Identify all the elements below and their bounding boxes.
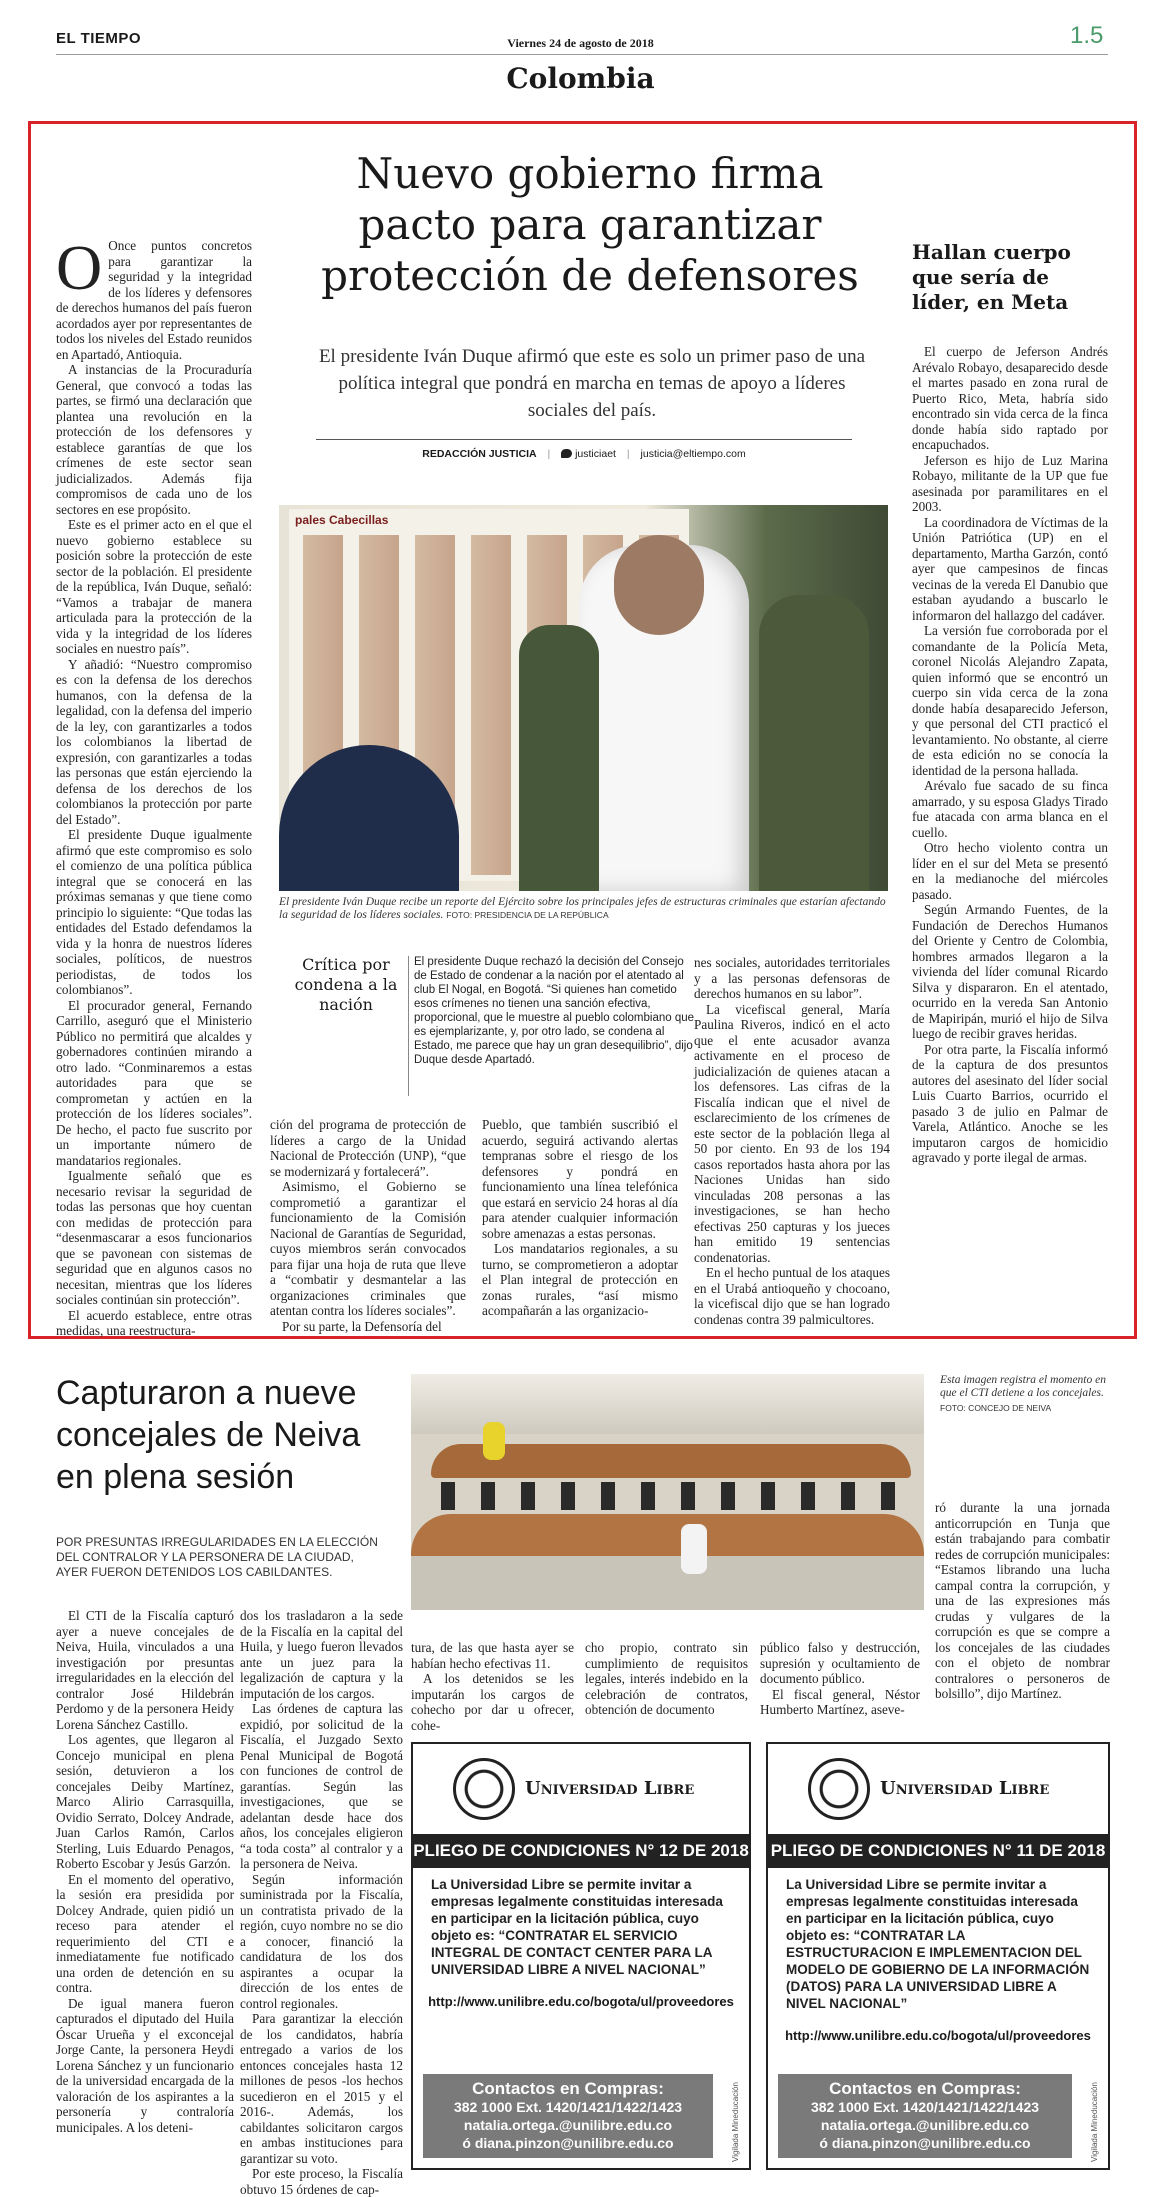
neiva-column-3: tura, de las que hasta ayer se habían hecho efectivas 11. A los detenidos se les imputarán los cargos de cohecho por dar u ofrecer, cohe- (411, 1640, 574, 1733)
main-story-column-1: O Once puntos concretos para garantizar la seguridad y la integridad de los líderes y defensores de derechos humanos del país fueron acordados ayer por representantes de todos los niveles del Estado reunidos en Apartadó, Antioquia. A instancias de la Procuraduría General, que convocó a todas las partes, se firmó una declaración que plantea una revolución en la protección de los defensores y establece garantías de que los crímenes de este sector sean judicializados. Además fija compromisos de cada uno de los sectores en ese propósito. Este es el primer acto en el que el nuevo gobierno establece su posición sobre la protección de este sector de la población. El presidente de la república, Iván Duque, señaló: “Vamos a trabajar de manera articulada para la protección de la vida y la integridad de los líderes sociales en nuestro país”. Y añadió: “Nuestro compromiso es con la defensa de los derechos humanos, con la defensa de la legalidad, con la defensa del imperio de la ley, con garantizarles a todos los colombianos la libertad de expresión, con garantizarles a todas las personas que están ejerciendo la defensa de los derechos de los colombianos la protección por parte del Estado”. El presidente Duque igualmente afirmó que este compromiso es solo el comienzo de una política pública integral que se conocerá en las próximas semanas y que tiene como principio lo siguiente: “Que todas las entidades del Estado defendamos la vida y la honra de nuestros líderes sociales, políticos, de nuestros periodistas, de todos los colombianos”. El procurador general, Fernando Carrillo, aseguró que el Ministerio Público no permitirá que alcaldes y gobernadores continúen mirando a otro lado. “Conminaremos a estas autoridades para que se comprometan y actúen en la protección de los líderes sociales”. De hecho, el pacto fue suscrito por un importante número de mandatarios regionales. Igualmente señaló que es necesario revisar la seguridad de todas las personas que hoy cuentan con medidas de protección para “desenmascarar a esos funcionarios que se pavonean con sistemas de seguridad que en algunos casos no necesitan, mientras que los líderes sociales continúan sin protección”. El acuerdo establece, entre otras medidas, una reestructura- (56, 232, 252, 1338)
main-deck: El presidente Iván Duque afirmó que este es solo un primer paso de una política integral que pondrá en marcha en temas de apoyo a líderes sociales del país. (318, 346, 866, 421)
neiva-column-5: público falso y destrucción, supresión y ocultamiento de documento público. El fiscal general, Néstor Humberto Martínez, aseve- (760, 1640, 920, 1717)
byline: REDACCIÓN JUSTICIA | justiciaet | justicia@eltiempo.com (422, 448, 746, 460)
council-floor (411, 1556, 924, 1610)
person-white (681, 1524, 707, 1574)
side-headline: Hallan cuerpo que sería de líder, en Meta (912, 240, 1071, 314)
ad-universidad-libre-12 (411, 1742, 751, 2170)
soldier-left (519, 625, 599, 891)
photo-credit: FOTO: PRESIDENCIA DE LA REPÚBLICA (446, 910, 609, 920)
ad-email-2[interactable]: ó diana.pinzon@unilibre.edu.co (819, 2135, 1031, 2151)
ad-contact-title: Contactos en Compras: (829, 2079, 1021, 2098)
neiva-photo-credit: FOTO: CONCEJO DE NEIVA (940, 1403, 1052, 1413)
main-headline: Nuevo gobierno firma pacto para garantizar protección de defensores (321, 149, 859, 300)
section-title: Colombia (506, 62, 655, 95)
board-title: pales Cabecillas (295, 513, 389, 527)
main-story-column-3: Pueblo, que también suscribió el acuerdo, seguirá activando alertas tempranas sobre el riesgo de los defensores y pondrá en funcionamiento una línea telefónica que estará en servicio 24 horas al día para atender cualquier información sobre amenazas a estas personas. Los mandatarios regionales, a su turno, se comprometieron a adoptar el Plan integral de protección en zonas rurales, “así mismo acompañarán a las organizacio- (482, 1117, 678, 1318)
ad-title: PLIEGO DE CONDICIONES N° 12 DE 2018 (413, 1834, 749, 1868)
neiva-column-6: ró durante la una jornada anticorrupción en Tunja que están trabajando para combatir redes de corrupción municipales: “Estamos librando una lucha campal contra la corrupción, y una de las expresiones más crudas y vulgares de la corrupción es que se compre a los concejales de las ciudades con el objeto de nombrar contralores o personeros de bolsillo”, dijo Martínez. (935, 1500, 1110, 1701)
council-chairs (441, 1482, 901, 1510)
university-seal-icon (808, 1758, 870, 1820)
pullquote-label: Crítica por condena a la nación (294, 955, 398, 1014)
ad-email-1[interactable]: natalia.ortega.@unilibre.edu.co (463, 2117, 673, 2133)
paper-name: EL TIEMPO (56, 30, 142, 47)
ad-vertical-note: Vigilada Mineducación (1090, 2082, 1099, 2162)
university-seal-icon (453, 1758, 515, 1820)
neiva-photo (411, 1374, 924, 1610)
neiva-column-4: cho propio, contrato sin cumplimiento de requisitos legales, interés indebido en la celebración de contratos, obtención de documento (585, 1640, 748, 1717)
byline-email[interactable]: justicia@eltiempo.com (640, 448, 746, 460)
ad-body: La Universidad Libre se permite invitar a empresas legalmente constituidas interesada en participar en la licitación pública, cuyo objeto es: “CONTRATAR EL SERVICIO INTEGRAL DE CONTACT CENTER PARA LA UNIVERSIDAD LIBRE A NIVEL NACIONAL” (431, 1877, 723, 1977)
neiva-column-2: dos los trasladaron a la sede de la Fiscalía en la capital del Huila, y luego fueron llevados ante un juez para la legalización de captura y la imputación de los cargos. Las órdenes de captura las expidió, por solicitud de la Fiscalía, el Juzgado Sexto Penal Municipal de Bogotá con funciones de control de garantías. Según las investigaciones, que se adelantan desde hace dos años, los concejales eligieron “a toda costa” al contralor y a la personera de Neiva. Según información suministrada por la Fiscalía, un contratista privado de la región, cuyo nombre no se dio a conocer, financió la candidatura de los dos aspirantes a ocupar la dirección de los entes de control regionales. Para garantizar la elección de los candidatos, habría entregado a varios de los entonces concejales hasta 12 millones de pesos -los hechos sucedieron en el 2015 y el 2016-. Además, los cabildantes solicitaron cargos en ambas instituciones para garantizar su voto. Por este proceso, la Fiscalía obtuvo 15 órdenes de cap- (240, 1608, 403, 2197)
neiva-headline: Capturaron a nueve concejales de Neiva en plena sesión (56, 1374, 361, 1496)
main-story-column-2: ción del programa de protección de líderes a cargo de la Unidad Nacional de Protección (UNP), “que se modernizará y fortalecerá”. Asimismo, el Gobierno se comprometió a garantizar el funcionamiento de la Comisión Nacional de Garantías de Seguridad, cuyos miembros serán convocados para fijar una hoja de ruta que lleve a “combatir y desmantelar a las organizaciones criminales que atentan contra los líderes sociales”. Por su parte, la Defensoría del (270, 1117, 466, 1334)
ad-contact-box (778, 2074, 1072, 2158)
page-date: Viernes 24 de agosto de 2018 (507, 36, 654, 50)
ad-contact-box (423, 2074, 713, 2158)
ad-email-2[interactable]: ó diana.pinzon@unilibre.edu.co (462, 2135, 674, 2151)
main-photo (279, 505, 888, 891)
side-story-body: El cuerpo de Jeferson Andrés Arévalo Robayo, desaparecido desde el martes pasado en zona rural de Puerto Rico, Meta, habría sido encontrado sin vida cerca de la finca donde había sido raptado por encapuchados. Jeferson es hijo de Luz Marina Robayo, militante de la UP que fue asesinada por paramilitares en el 2003. La coordinadora de Víctimas de la Unión Patriótica (UP) en el departamento, Martha Garzón, contó ayer que campesinos de fincas vecinas de la vereda El Danubio que estaban ayudando a buscarlo le informaron del hallazgo del cadáver. La versión fue corroborada por el comandante de la Policía Meta, coronel Nicolás Alejandro Zapata, quien informó que se encontró un cuerpo sin vida cerca de la zona donde había desaparecido Jeferson, y que personal del CTI practicó el levantamiento. No obstante, al cierre de esta edición no se conocía la identidad de la persona hallada. Arévalo fue sacado de su finca amarrado, y su esposa Gladys Tirado fue atacada con arma blanca en el cuello. Otro hecho violento contra un líder en el sur del Meta se presentó en la medianoche del miércoles pasado. Según Armando Fuentes, de la Fundación de Derechos Humanos del Oriente y Centro de Colombia, hombres armados llegaron a la vivienda del líder comunal Ricardo Silva y dispararon. En el atentado, ocurrido en la vereda San Antonio de Mapiripán, murió el hijo de Silva luego de recibir graves heridas. Por otra parte, la Fiscalía informó de la captura de dos presuntos autores del asesinato del líder social Luis Cuarto Barrios, ocurrido el pasado 3 de julio en Palmar de Varela, Atlántico. Anoche se les imputaron cargos de homicidio agravado y porte ilegal de armas. (912, 344, 1108, 1165)
neiva-photo-caption: Esta imagen registra el momento en que el CTI detiene a los concejales. FOTO: CONCEJO DE NEIVA (940, 1374, 1110, 1415)
ad-url[interactable]: http://www.unilibre.edu.co/bogota/ul/proveedores (428, 1994, 734, 2009)
pullquote-text: El presidente Duque rechazó la decisión del Consejo de Estado de condenar a la nación por el atentado al club El Nogal, en Bogotá. “Si quienes han cometido esos crímenes no tienen una sanción efectiva, proporcional, que le muestre al pueblo colombiano que es ejemplarizante, y, por otro lado, se condena al Estado, me parece que hay un gran desequilibrio”, dijo Duque desde Apartadó. (414, 956, 695, 1066)
main-story-column-4: nes sociales, autoridades territoriales y a las personas defensoras de derechos humanos en su labor”. La vicefiscal general, María Paulina Riveros, indicó en el acto que el ente acusador avanza activamente en el proceso de judicialización de quienes atacan a los defensores. Las cifras de la Fiscalía indican que el nivel de esclarecimiento de los crímenes de este sector de la población llega al 50 por ciento. En 93 de los 194 casos reportados hasta ahora por las Naciones Unidas han sido vinculadas 208 personas a las investigaciones, se han hecho efectivas 250 capturas y los jueces han emitido 19 sentencias condenatorias. En el hecho puntual de los ataques en el Urabá antioqueño y chocoano, la vicefiscal dijo que se han logrado condenas contra 39 palmicultores. (694, 955, 890, 1327)
president-head (614, 535, 704, 635)
ad-universidad-libre-11 (766, 1742, 1110, 2170)
drop-cap: O (56, 232, 103, 303)
ad-phone: 382 1000 Ext. 1420/1421/1422/1423 (453, 2099, 683, 2115)
twitter-icon (561, 449, 572, 458)
page-number: 1.5 (1070, 22, 1104, 49)
pullquote-divider (408, 956, 409, 1096)
council-desk-front (411, 1514, 924, 1556)
ad-body: La Universidad Libre se permite invitar a empresas legalmente constituidas interesada en participar en la licitación pública, cuyo objeto es: “CONTRATAR LA ESTRUCTURACION E IMPLEMENTACION DEL MODELO DE GOBIERNO DE LA INFORMACIÓN (DATOS) PARA LA UNIVERSIDAD LIBRE A NIVEL NACIONAL” (786, 1877, 1090, 2011)
ad-email-1[interactable]: natalia.ortega.@unilibre.edu.co (820, 2117, 1030, 2133)
ad-brand: Universidad Libre (525, 1778, 695, 1799)
neiva-deck: POR PRESUNTAS IRREGULARIDADES EN LA ELECCIÓN DEL CONTRALOR Y LA PERSONERA DE LA CIUDAD, AYER FUERON DETENIDOS LOS CABILDANTES. (56, 1535, 378, 1579)
ad-brand: Universidad Libre (880, 1778, 1050, 1799)
masthead-rule (56, 54, 1108, 55)
ad-title: PLIEGO DE CONDICIONES N° 11 DE 2018 (768, 1834, 1108, 1868)
byline-author: REDACCIÓN JUSTICIA (422, 448, 537, 460)
neiva-column-1: El CTI de la Fiscalía capturó ayer a nueve concejales de Neiva, Huila, vinculados a una investigación por presuntas irregularidades en la elección del contralor José Hildebrán Perdomo y de la personera Heidy Lorena Sánchez Castillo. Los agentes, que llegaron al Concejo municipal en plena sesión, detuvieron a los concejales Deiby Martínez, Marco Alirio Carrasquilla, Ovidio Serrato, Dolcey Andrade, Juan Carlos Ramón, Carlos Sterling, Luis Eduardo Penagos, Roberto Escobar y Jesús Garzón. En el momento del operativo, la sesión era presidida por Dolcey Andrade, quien pidió un receso para atender el requerimiento del CTI e inmediatamente fue notificado una orden de detención en su contra. De igual manera fueron capturados el diputado del Huila Óscar Urueña y el exconcejal Jorge Cante, la personera Heydi Lorena Sánchez y un funcionario de la universidad encargada de la valoración de los aspirantes a la personería y contraloría municipales. A los deteni- (56, 1608, 234, 2135)
main-photo-caption: El presidente Iván Duque recibe un reporte del Ejército sobre los principales jefes de estructuras criminales que estarían afectando la seguridad de los líderes sociales. FOTO: PRESIDENCIA DE LA REPÚBLICA (279, 896, 886, 921)
person-yellow (483, 1422, 505, 1460)
ad-phone: 382 1000 Ext. 1420/1421/1422/1423 (810, 2099, 1040, 2115)
soldier-right (759, 595, 869, 891)
byline-rule-top (316, 439, 852, 440)
ad-url[interactable]: http://www.unilibre.edu.co/bogota/ul/proveedores (785, 2028, 1091, 2043)
ad-contact-title: Contactos en Compras: (472, 2079, 664, 2098)
byline-twitter[interactable]: justiciaet (575, 448, 616, 460)
ad-vertical-note: Vigilada Mineducación (731, 2082, 740, 2162)
